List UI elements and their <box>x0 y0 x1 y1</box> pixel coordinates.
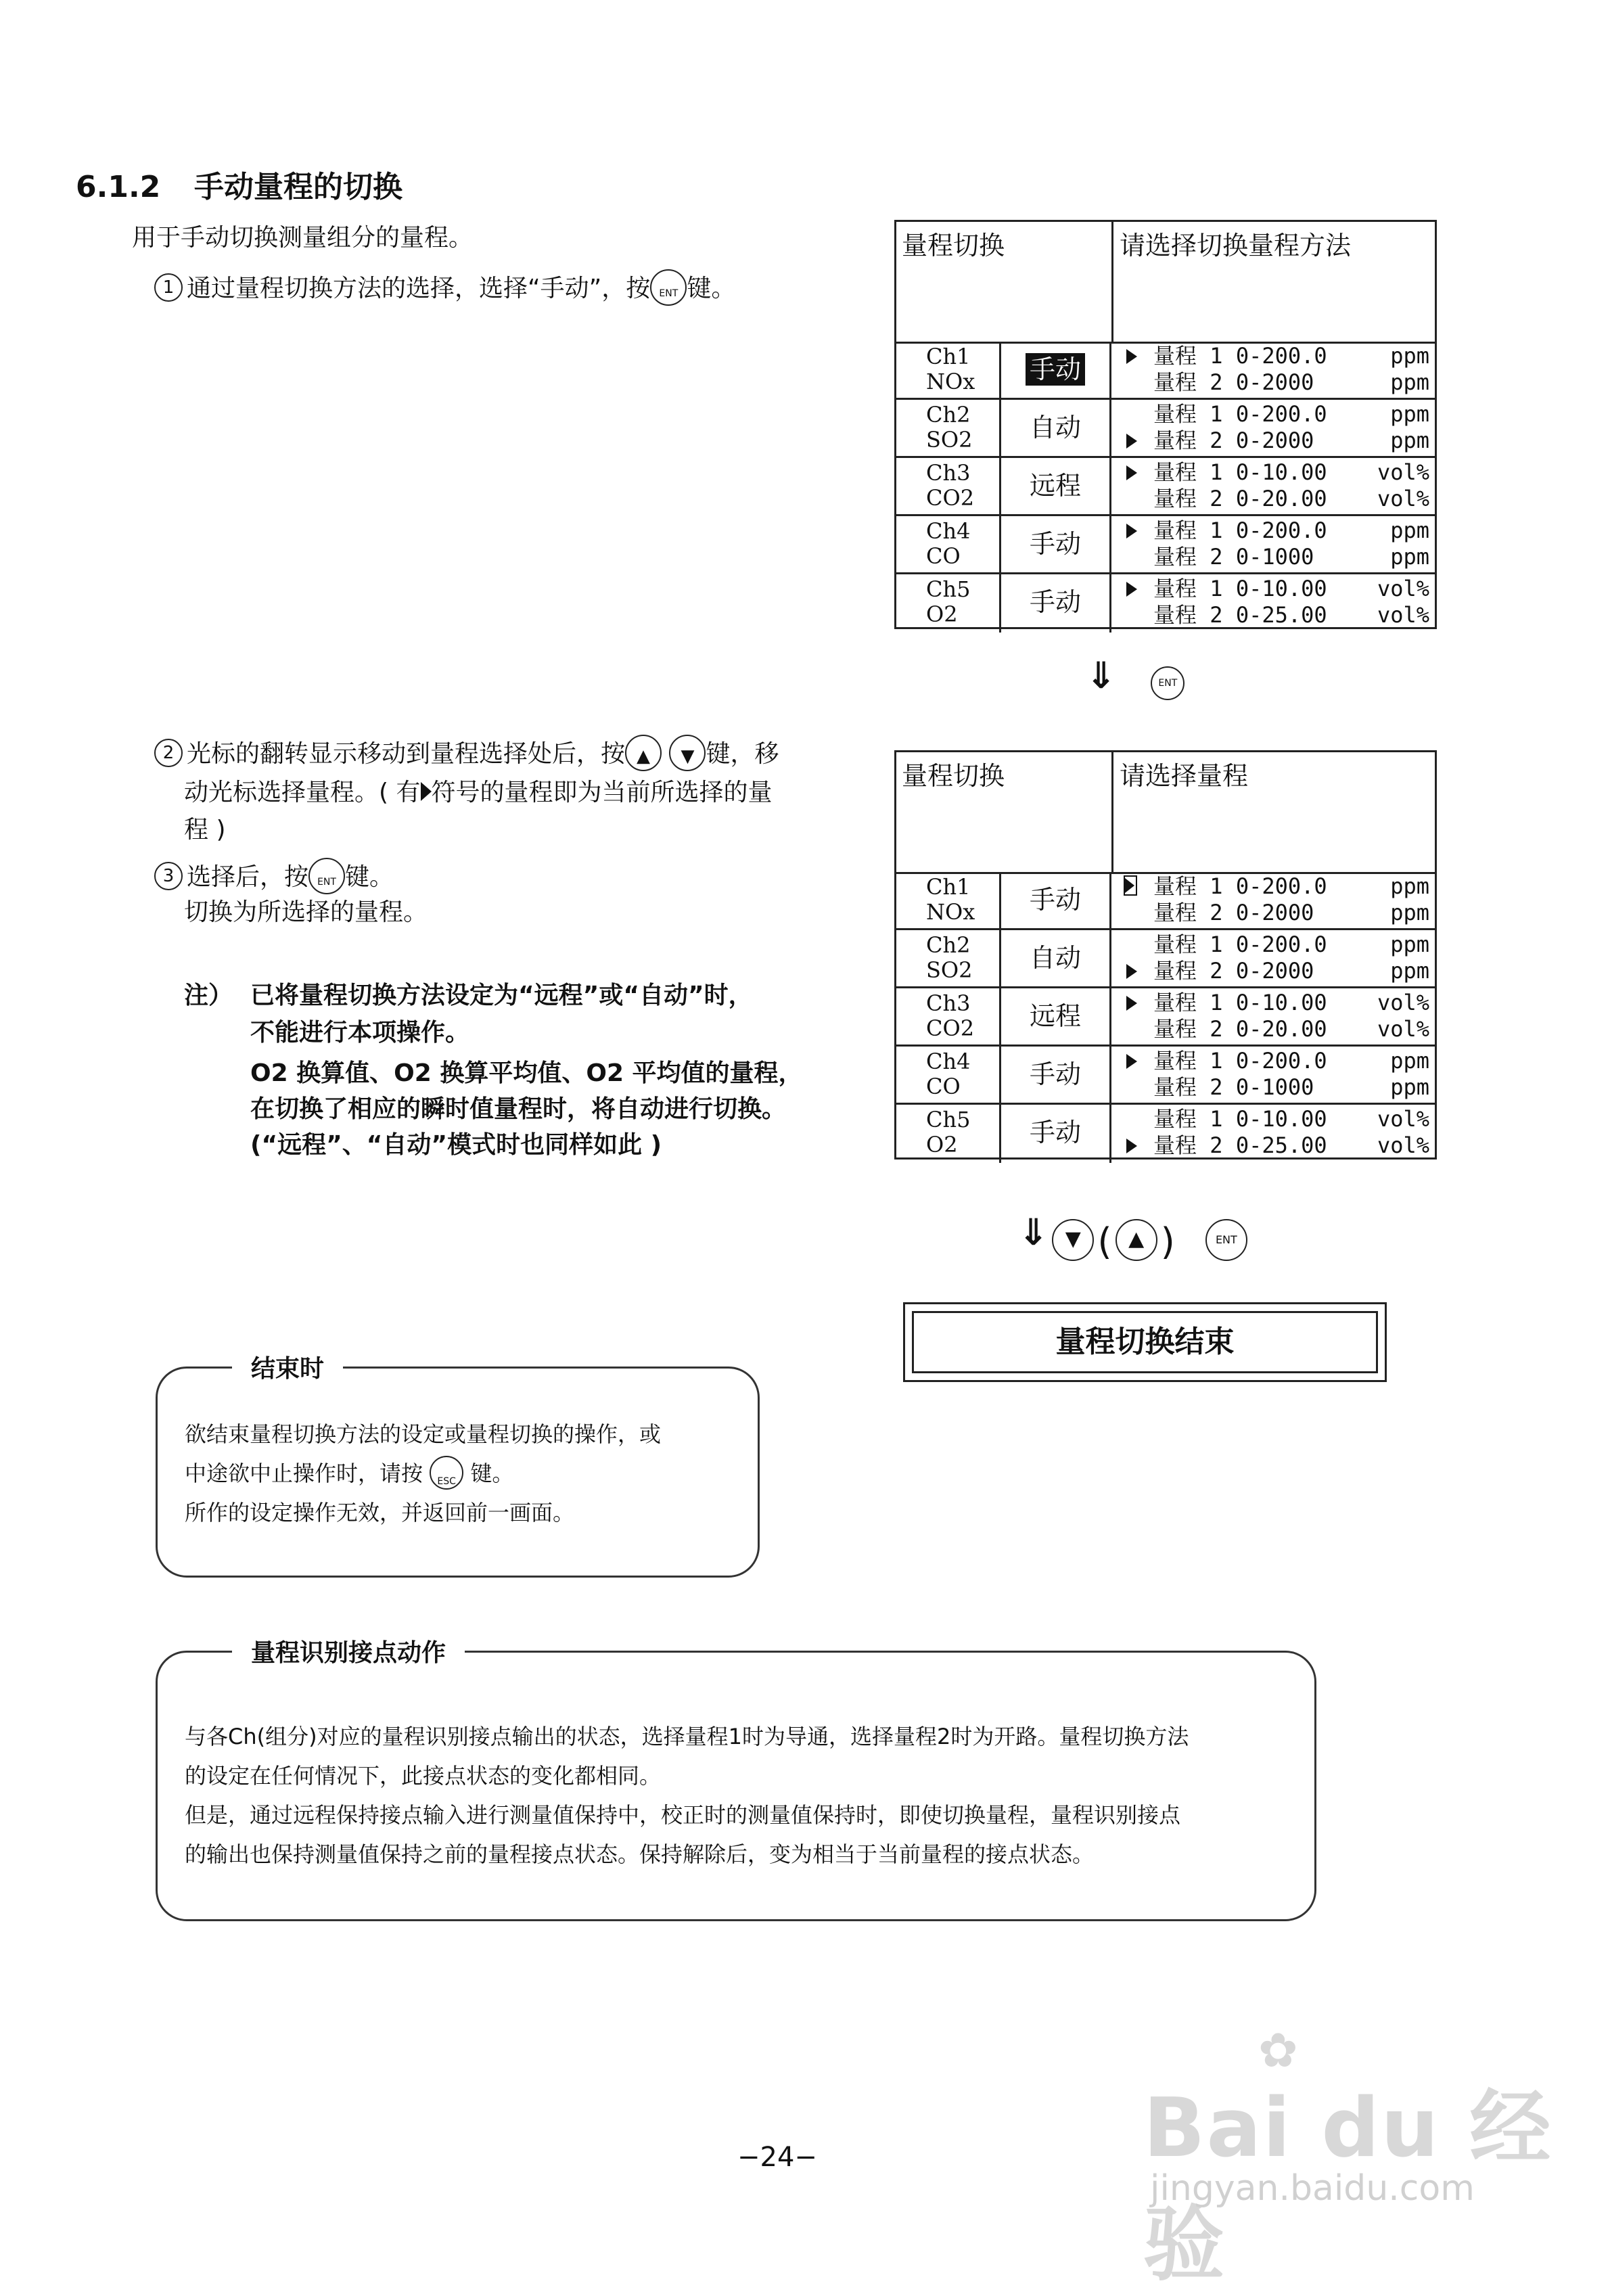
end-label: 量程切换结束 <box>912 1311 1378 1373</box>
switch-method[interactable]: 手动 <box>1001 574 1111 633</box>
selected-range-marker-icon <box>1126 465 1137 480</box>
switch-method[interactable]: 远程 <box>1001 458 1111 514</box>
step-number: 1 <box>154 273 183 302</box>
selected-range-marker-icon <box>1126 964 1137 979</box>
step-1: 1 通过量程切换方法的选择，选择“手动”，按 ENT 键。 <box>154 271 735 308</box>
step-number: 3 <box>154 862 183 890</box>
switch-method: 远程 <box>1001 988 1111 1044</box>
channel-row[interactable]: Ch3 CO2 远程 量程 1 0-10.00 vol% 量程 2 0-20.00 vol% <box>896 458 1435 516</box>
flow-arrow-1 <box>1086 654 1184 702</box>
range-1[interactable]: 量程 1 0-200.0 <box>1153 932 1327 957</box>
channel-label: Ch5 <box>926 576 971 602</box>
range-1[interactable]: 量程 1 0-200.0 <box>1153 1048 1327 1074</box>
range-1[interactable]: 量程 1 0-200.0 <box>1153 873 1327 899</box>
switch-method[interactable]: 自动 <box>1001 400 1111 456</box>
gas-label: NOx <box>926 369 975 394</box>
ent-key-icon: ENT <box>650 269 687 306</box>
switch-method: 手动 <box>1001 872 1111 928</box>
note-label: 注） <box>184 982 233 1009</box>
gas-label: CO <box>926 543 961 569</box>
range-1[interactable]: 量程 1 0-10.00 <box>1153 1106 1327 1132</box>
channel-row[interactable]: Ch3 CO2 远程 量程 1 0-10.00 vol% 量程 2 0-20.00 vol% <box>896 988 1435 1047</box>
step-2-line-2: 动光标选择量程。( 有 符号的量程即为当前所选择的量 <box>184 779 773 806</box>
gas-label: NOx <box>926 899 975 925</box>
esc-key-icon: ESC <box>430 1456 463 1490</box>
screen-header <box>896 222 1435 344</box>
range-2: 量程 2 0-25.00 <box>1153 602 1327 628</box>
gas-label: SO2 <box>926 957 973 983</box>
down-key-icon: ▼ <box>669 735 706 771</box>
channel-label: Ch3 <box>926 990 971 1016</box>
up-key-icon: ▲ <box>625 735 662 771</box>
switch-method: 手动 <box>1001 1047 1111 1103</box>
channel-row[interactable]: Ch2 SO2 自动 量程 1 0-200.0 ppm 量程 2 0-2000 ppm <box>896 930 1435 988</box>
switch-method: 手动 <box>1001 1105 1111 1163</box>
channel-label: Ch4 <box>926 518 971 544</box>
gas-label: CO2 <box>926 485 975 511</box>
range-2[interactable]: 量程 2 0-2000 <box>1153 900 1314 925</box>
step-3-line-2: 切换为所选择的量程。 <box>184 898 428 926</box>
range-cursor-icon[interactable] <box>1124 875 1137 896</box>
range-contact-box: 量程识别接点动作 与各Ch(组分)对应的量程识别接点输出的状态，选择量程1时为导通，选择量程2时为开路。量程切换方法 的设定在任何情况下，此接点状态的变化都相同。 但是，通过远程保持接点输入进行测量值保持中，校正时的测量值保持时，即使切换量程，量程识别接点 的输出也保持测量值保持之前的量程接点状态。保持解除后，变为相当于当前量程的接点状态。 <box>156 1651 1316 1921</box>
step-3: 3 选择后，按 ENT 键。 <box>154 859 394 896</box>
step-2-line-3: 程 ) <box>184 816 226 844</box>
range-marker-icon <box>421 782 432 801</box>
screen-title: 量程切换 <box>902 761 1005 791</box>
channel-label: Ch5 <box>926 1107 971 1132</box>
channel-row[interactable]: Ch4 CO 手动 量程 1 0-200.0 ppm 量程 2 0-1000 ppm <box>896 1047 1435 1105</box>
channel-row[interactable]: Ch1 NOx 手动 量程 1 0-200.0 ppm 量程 2 0-2000 ppm <box>896 342 1435 400</box>
channel-label: Ch4 <box>926 1049 971 1074</box>
range-2[interactable]: 量程 2 0-20.00 <box>1153 1016 1327 1042</box>
range-1: 量程 1 0-200.0 <box>1153 401 1327 427</box>
watermark-brand: Bai du 经验 <box>1143 2082 1552 2292</box>
gas-label: O2 <box>926 601 958 627</box>
range-select-screen <box>894 750 1437 1160</box>
ent-key-icon: ENT <box>1205 1219 1247 1261</box>
channel-label: Ch2 <box>926 932 971 958</box>
note-line: O2 换算值、O2 换算平均值、O2 平均值的量程， <box>250 1059 803 1087</box>
section-heading <box>76 162 402 206</box>
intro-text: 用于手动切换测量组分的量程。 <box>132 224 474 252</box>
screen-title: 量程切换 <box>902 231 1005 260</box>
flow-arrow-2: ⇓ ▼ ( ▲ ) ENT <box>1018 1214 1247 1263</box>
gas-label: O2 <box>926 1132 958 1157</box>
switch-method-selected[interactable]: 手动 <box>1001 342 1111 398</box>
note-line: (“远程”、“自动”模式时也同样如此 ) <box>250 1131 662 1159</box>
channel-row[interactable]: Ch1 NOx 手动 量程 1 0-200.0 ppm 量程 2 0-2000 ppm <box>896 872 1435 930</box>
gas-label: CO2 <box>926 1015 975 1041</box>
range-1: 量程 1 0-200.0 <box>1153 518 1327 543</box>
range-1: 量程 1 0-200.0 <box>1153 343 1327 369</box>
range-contact-title: 量程识别接点动作 <box>232 1634 465 1668</box>
step-2: 2 光标的翻转显示移动到量程选择处后，按 ▲ ▼ 键，移 <box>154 736 779 773</box>
on-exit-box: 结束时 欲结束量程切换方法的设定或量程切换的操作，或 中途欲中止操作时，请按 ESC 键。 所作的设定操作无效，并返回前一画面。 <box>156 1367 760 1578</box>
selected-range-marker-icon <box>1126 1139 1137 1153</box>
selected-range-marker-icon <box>1126 524 1137 538</box>
selected-range-marker-icon <box>1126 582 1137 597</box>
screen-prompt: 请选择量程 <box>1120 761 1249 791</box>
step-number: 2 <box>154 739 183 767</box>
range-1: 量程 1 0-10.00 <box>1153 576 1327 601</box>
note-line: 已将量程切换方法设定为“远程”或“自动”时， <box>250 982 753 1009</box>
ent-key-icon: ENT <box>308 858 345 894</box>
range-2: 量程 2 0-2000 <box>1153 369 1314 395</box>
ent-key-icon: ENT <box>1151 666 1184 700</box>
screen-prompt: 请选择切换量程方法 <box>1120 231 1352 260</box>
channel-row[interactable]: Ch5 O2 手动 量程 1 0-10.00 vol% 量程 2 0-25.00 vol% <box>896 1105 1435 1163</box>
range-switch-method-screen <box>894 220 1437 629</box>
paw-icon: ✿ <box>1258 2023 1298 2078</box>
channel-label: Ch3 <box>926 460 971 486</box>
section-number: 6.1.2 <box>76 170 161 204</box>
channel-label: Ch2 <box>926 402 971 428</box>
gas-label: SO2 <box>926 427 973 453</box>
channel-row[interactable]: Ch2 SO2 自动 量程 1 0-200.0 ppm 量程 2 0-2000 ppm <box>896 400 1435 458</box>
range-2: 量程 2 0-1000 <box>1153 544 1314 570</box>
range-2[interactable]: 量程 2 0-25.00 <box>1153 1132 1327 1158</box>
gas-label: CO <box>926 1074 961 1099</box>
selected-range-marker-icon <box>1126 996 1137 1011</box>
down-arrow-icon: ⇓ <box>1018 1211 1049 1254</box>
selected-range-marker-icon <box>1126 434 1137 449</box>
range-1: 量程 1 0-10.00 <box>1153 459 1327 485</box>
range-2: 量程 2 0-2000 <box>1153 428 1314 453</box>
note-line: 不能进行本项操作。 <box>250 1019 470 1047</box>
channel-row[interactable]: Ch5 O2 手动 量程 1 0-10.00 vol% 量程 2 0-25.00 vol% <box>896 574 1435 633</box>
switch-method: 自动 <box>1001 930 1111 986</box>
channel-label: Ch1 <box>926 874 971 900</box>
up-key-icon: ▲ <box>1116 1219 1157 1261</box>
down-key-icon: ▼ <box>1052 1219 1094 1261</box>
note-line: 在切换了相应的瞬时值量程时，将自动进行切换。 <box>250 1095 787 1123</box>
range-2[interactable]: 量程 2 0-2000 <box>1153 958 1314 984</box>
watermark-url: jingyan.baidu.com <box>1150 2168 1475 2209</box>
on-exit-title: 结束时 <box>232 1350 343 1384</box>
selected-range-marker-icon <box>1126 1054 1137 1069</box>
range-switch-end-box <box>903 1302 1387 1382</box>
section-title: 手动量程的切换 <box>194 170 402 204</box>
channel-label: Ch1 <box>926 344 971 369</box>
channel-row[interactable]: Ch4 CO 手动 量程 1 0-200.0 ppm 量程 2 0-1000 ppm <box>896 516 1435 574</box>
switch-method[interactable]: 手动 <box>1001 516 1111 572</box>
page-number: −24− <box>737 2142 817 2173</box>
down-arrow-icon: ⇓ <box>1086 654 1117 697</box>
range-1[interactable]: 量程 1 0-10.00 <box>1153 990 1327 1015</box>
range-2[interactable]: 量程 2 0-1000 <box>1153 1074 1314 1100</box>
selected-range-marker-icon <box>1126 349 1137 364</box>
screen-header <box>896 752 1435 874</box>
range-2: 量程 2 0-20.00 <box>1153 486 1327 511</box>
